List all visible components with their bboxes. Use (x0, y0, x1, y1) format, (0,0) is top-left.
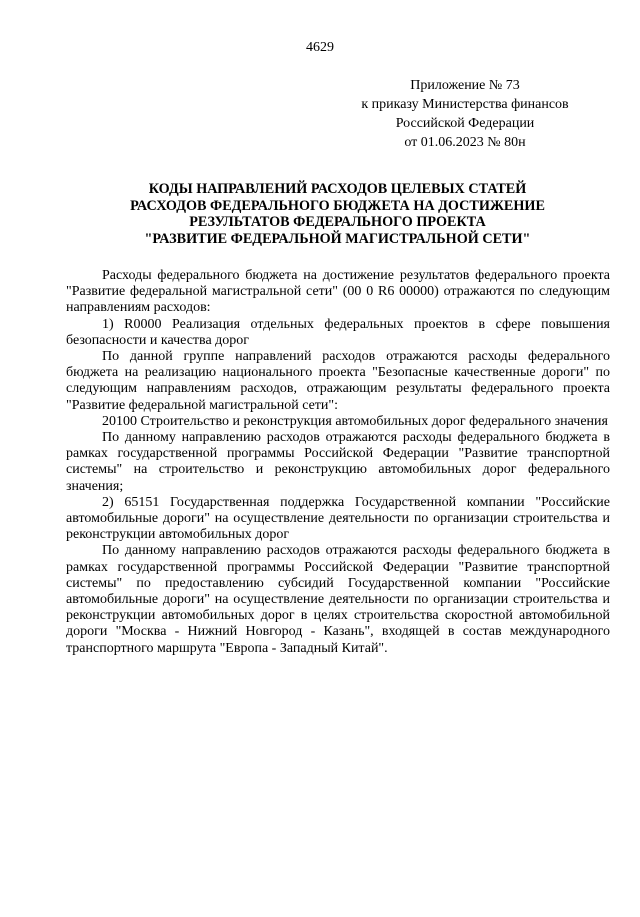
title-line: "РАЗВИТИЕ ФЕДЕРАЛЬНОЙ МАГИСТРАЛЬНОЙ СЕТИ" (144, 230, 531, 247)
page-number: 4629 (306, 40, 334, 55)
document-body (66, 268, 610, 657)
appendix-reference (320, 76, 610, 152)
title-line: РАСХОДОВ ФЕДЕРАЛЬНОГО БЮДЖЕТА НА ДОСТИЖЕНИЕ (130, 197, 545, 214)
body-paragraph: 1) R0000 Реализация отдельных федеральных проектов в сфере повышения безопасности и качества дорог (66, 316, 610, 348)
title-line: КОДЫ НАПРАВЛЕНИЙ РАСХОДОВ ЦЕЛЕВЫХ СТАТЕЙ (148, 181, 527, 197)
appendix-line: Приложение № 73 (410, 78, 520, 93)
title-line: РЕЗУЛЬТАТОВ ФЕДЕРАЛЬНОГО ПРОЕКТА (189, 214, 486, 230)
document-title (60, 181, 615, 247)
body-paragraph: 20100 Строительство и реконструкция автомобильных дорог федерального значения (102, 413, 608, 429)
appendix-line: от 01.06.2023 № 80н (404, 135, 526, 150)
body-paragraph: По данной группе направлений расходов отражаются расходы федерального бюджета на реализацию национального проекта "Безопасные качественные дороги" по следующим направлениям расходов, отражающим результаты федерального проекта "Развитие федеральной магистральной сети": (66, 349, 610, 413)
body-paragraph: По данному направлению расходов отражаются расходы федерального бюджета в рамках государственной программы Российской Федерации "Развитие транспортной системы" по предоставлению субсидий Государственной компании "Российские автомобильные дороги" на осуществление деятельности по организации строительства и реконструкции автомобильных дорог в целях строительства скоростной автомобильной дороги "Москва - Нижний Новгород - Казань", входящей в состав международного транспортного маршрута "Европа - Западный Китай". (66, 543, 610, 656)
appendix-line: Российской Федерации (395, 116, 535, 131)
appendix-line: к приказу Министерства финансов (361, 97, 569, 112)
body-paragraph: По данному направлению расходов отражаются расходы федерального бюджета в рамках государственной программы Российской Федерации "Развитие транспортной системы" на строительство и реконструкцию автомобильных дорог федерального значения; (66, 430, 610, 494)
body-paragraph: Расходы федерального бюджета на достижение результатов федерального проекта "Развитие федеральной магистральной сети" (00 0 R6 00000) отражаются по следующим направлениям расходов: (66, 268, 610, 316)
body-paragraph: 2) 65151 Государственная поддержка Государственной компании "Российские автомобильные дороги" на осуществление деятельности по организации строительства и реконструкции автомобильных дорог (66, 494, 610, 543)
